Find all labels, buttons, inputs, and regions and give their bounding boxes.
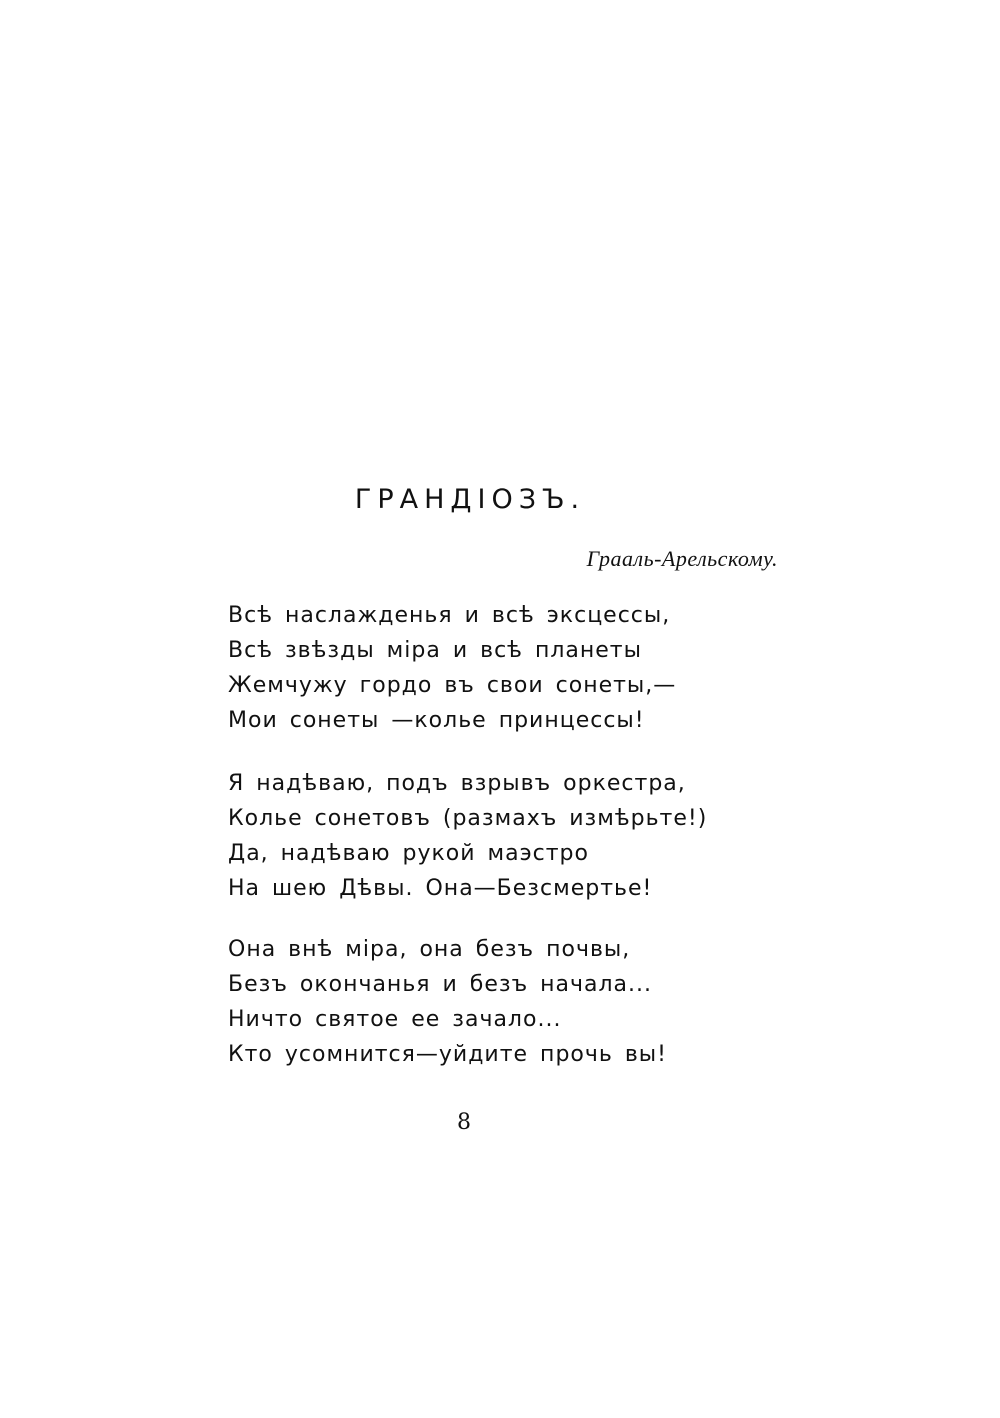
stanza-1: [228, 598, 676, 738]
verse-line: Жемчужу гордо въ свои сонеты,—: [228, 673, 677, 698]
verse-line: Безъ окончанья и безъ начала...: [228, 972, 653, 997]
poem-title: ГРАНДІОЗЪ.: [354, 484, 586, 515]
poem-dedication: Грааль-Арельскому.: [586, 546, 778, 571]
verse-line: Всѣ наслажденья и всѣ эксцессы,: [228, 603, 671, 628]
stanza-3: [228, 932, 667, 1072]
verse-line: Всѣ звѣзды міра и всѣ планеты: [228, 638, 642, 663]
stanza-2: [228, 766, 707, 906]
verse-line: Ничто святое ее зачало...: [228, 1007, 562, 1032]
verse-line: На шею Дѣвы. Она—Безсмертье!: [228, 876, 653, 901]
verse-line: Кто усомнится—уйдите прочь вы!: [228, 1042, 667, 1067]
verse-line: Она внѣ міра, она безъ почвы,: [228, 937, 631, 962]
verse-line: Я надѣваю, подъ взрывъ оркестра,: [228, 771, 686, 796]
page-number: 8: [457, 1110, 471, 1135]
verse-line: Да, надѣваю рукой маэстро: [228, 841, 589, 866]
verse-line: Мои сонеты —колье принцессы!: [228, 708, 645, 733]
verse-line: Колье сонетовъ (размахъ измѣрьте!): [228, 806, 708, 831]
